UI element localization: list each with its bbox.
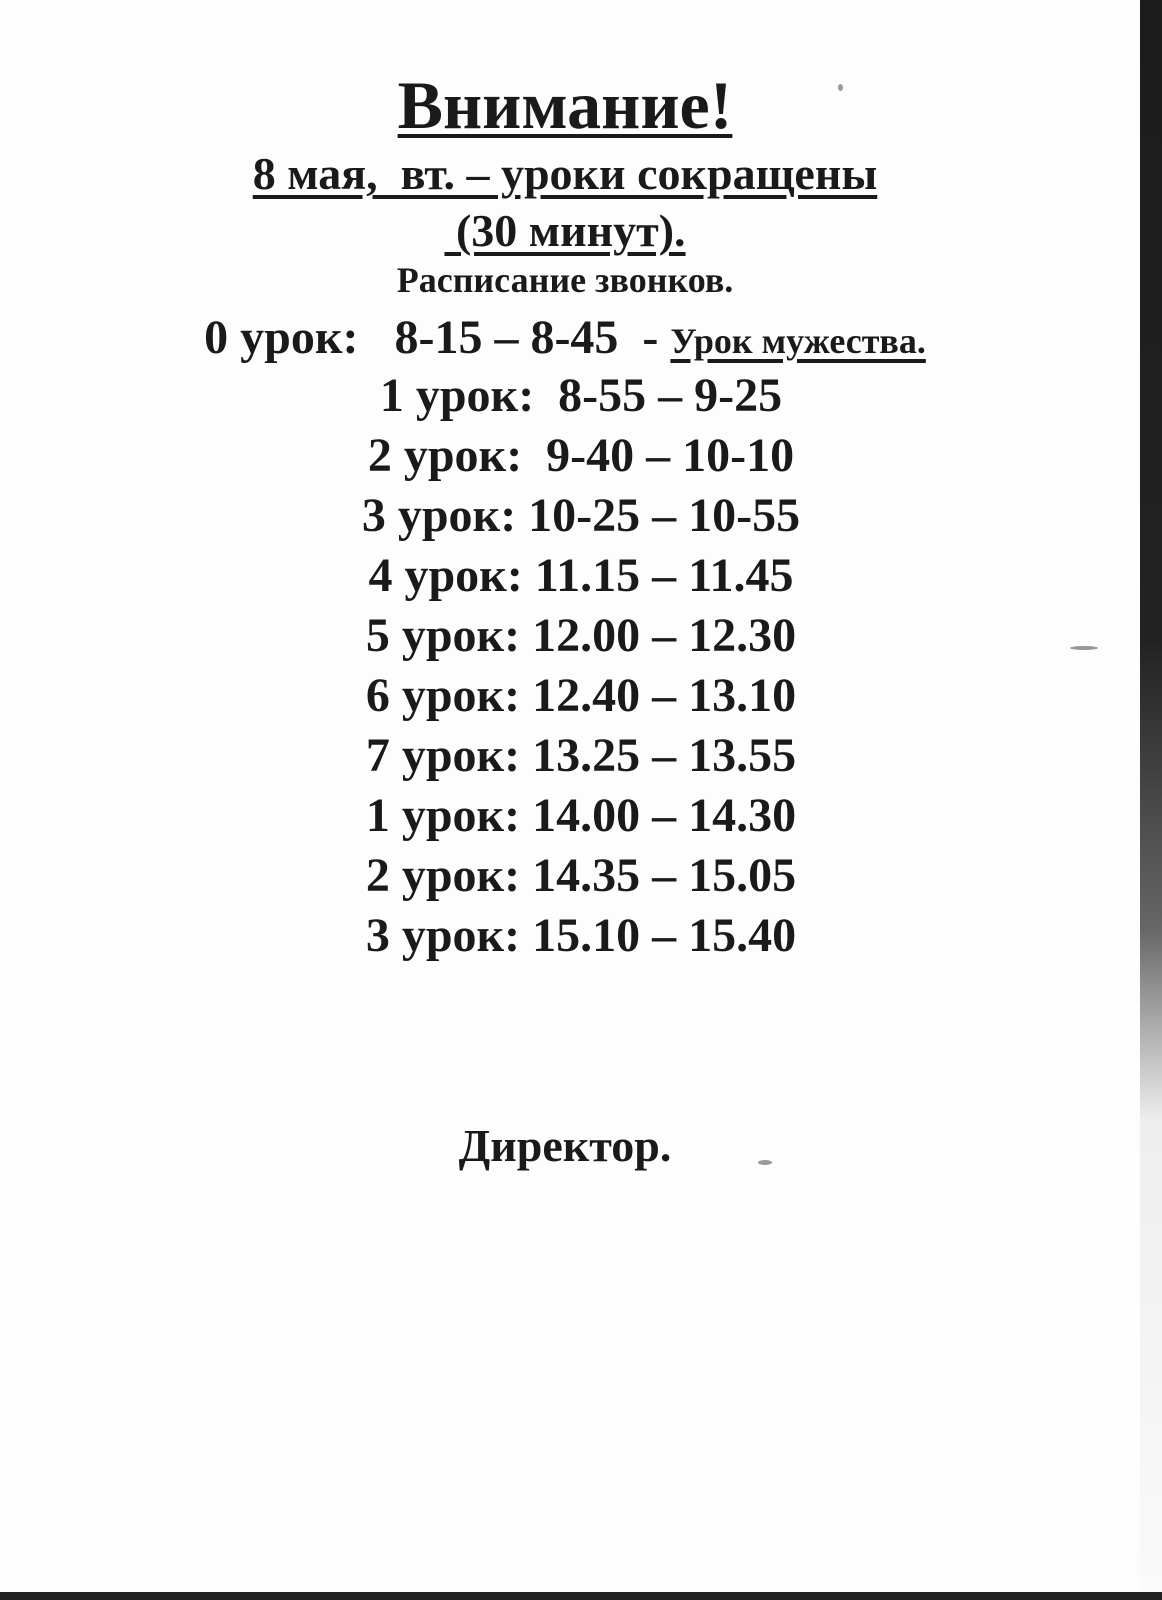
lesson-row: 1 урок: 8-55 – 9-25 — [379, 369, 783, 422]
notice-title — [0, 67, 1130, 143]
lesson-row: 3 урок: 15.10 – 15.40 — [365, 909, 797, 962]
date-text: 8 мая, вт. – уроки сокращены — [252, 148, 878, 199]
lesson-row: 1 урок: 14.00 – 14.30 — [365, 789, 797, 842]
signature: Директор. — [458, 1120, 672, 1171]
lesson-row: 7 урок: 13.25 – 13.55 — [365, 729, 797, 782]
lesson-row: 2 урок: 14.35 – 15.05 — [365, 849, 797, 902]
zero-lesson-line — [0, 311, 1130, 364]
lesson-row: 4 урок: 11.15 – 11.45 — [368, 549, 794, 602]
lesson-row: 3 урок: 10-25 – 10-55 — [361, 489, 801, 542]
duration-text: (30 минут). — [444, 205, 686, 256]
lesson-row: 2 урок: 9-40 – 10-10 — [367, 429, 795, 482]
date-line — [0, 148, 1130, 199]
schedule-heading: Расписание звонков. — [396, 260, 734, 300]
zero-lesson-time: 0 урок: 8-15 – 8-45 - — [204, 311, 671, 364]
lesson-row: 5 урок: 12.00 – 12.30 — [365, 609, 797, 662]
lesson-row: 6 урок: 12.40 – 13.10 — [365, 669, 797, 722]
zero-lesson-note: Урок мужества. — [670, 321, 926, 361]
scan-edge-bottom — [0, 1592, 1162, 1600]
title-text: Внимание! — [397, 67, 733, 143]
duration-line — [0, 205, 1130, 256]
